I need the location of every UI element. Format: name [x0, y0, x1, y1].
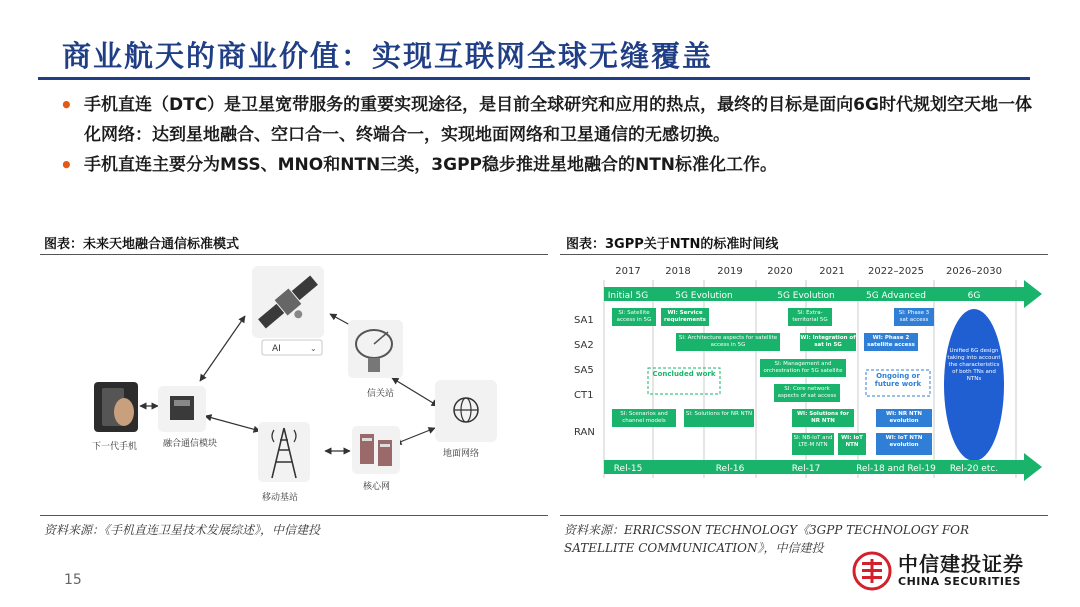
- node-label-gateway: 信关站: [367, 389, 395, 399]
- phase-label: 5G Advanced: [865, 291, 927, 301]
- year-label: 2017: [615, 266, 641, 277]
- network-diagram: [40, 256, 548, 512]
- globe-icon: [435, 380, 497, 442]
- logo-text-cn: 中信建投证券: [898, 552, 1024, 576]
- tower-icon: [258, 422, 310, 482]
- svg-text:⌄: ⌄: [310, 344, 317, 353]
- page-number: 15: [64, 572, 82, 588]
- bullet-item: • 手机直连（DTC）是卫星宽带服务的重要实现途径，是目前全球研究和应用的热点，最终的目标是面向6G时代规划空天地一体化网络：达到星地融合、空口合一、终端合一，实现地面网络和卫星通信的无感切换。: [60, 90, 1040, 150]
- ai-badge: [262, 340, 322, 355]
- bullet-list: [60, 90, 1040, 180]
- link-sat-module: [200, 316, 245, 381]
- ntn-timeline: 2017 2018 2019 2020 2021 2022–2025 2026–2030 Initial 5G 5G Evolution 5G Evolution 5G Advanced 6G SA1 SA2 SA5 CT1 RAN Unified 6G design taking into account the characteristics of both TNs and NTNs SI: Satellite access in 5G WI: Service requirements SI: Extra-territorial 5G SI: Phase 3 sat access SI: Architecture aspects for satellite access in 5G WI: Integration of sat in 5G WI: Phase 2 satellite access SI: Management and orchestration for 5G satellite SI: Core network aspects of sat access SI: Scenarios and channel models SI: Solutions for NR NTN WI: Solutions for NR NTN WI: NR NTN evolution SI: NB-IoT and LTE-M NTN WI: IoT NTN WI: IoT NTN evolution Concluded work Ongoing or future work Rel-15 Rel-16 Rel-17 Rel-18 and Rel-19 Rel-20 etc.: [560, 256, 1048, 512]
- phase-label: 5G Evolution: [777, 291, 835, 301]
- node-label-base: 移动基站: [262, 493, 299, 503]
- row-label: SA1: [574, 315, 594, 326]
- link-gateway-ground: [392, 378, 438, 406]
- node-label-ground: 地面网络: [443, 449, 480, 459]
- row-label: RAN: [574, 427, 595, 438]
- logo-emblem-icon: [852, 551, 892, 591]
- left-figure-top-rule: [40, 254, 548, 255]
- node-label-phone: 下一代手机: [92, 442, 138, 452]
- bullet-item: • 手机直连主要分为MSS、MNO和NTN三类，3GPP稳步推进星地融合的NTN标准化工作。: [60, 150, 1040, 180]
- year-label: 2022–2025: [868, 266, 924, 277]
- left-figure-bottom-rule: [40, 515, 548, 516]
- row-label: CT1: [574, 390, 594, 401]
- logo-text-en: CHINA SECURITIES: [898, 575, 1021, 588]
- phase-label: 5G Evolution: [675, 291, 733, 301]
- release-label: Rel-17: [791, 464, 821, 474]
- title-divider: [38, 77, 1030, 80]
- legend-ongoing: Ongoing or future work: [866, 370, 930, 396]
- company-logo: [850, 548, 1035, 593]
- satellite-icon: [252, 266, 327, 339]
- phone-icon: [94, 382, 138, 432]
- link-ground-core: [395, 428, 435, 444]
- link-module-base: [205, 416, 260, 431]
- server-icon: [352, 426, 400, 474]
- six-g-oval: Unified 6G design taking into account the characteristics of both TNs and NTNs: [944, 309, 1004, 461]
- release-label: Rel-16: [715, 464, 745, 474]
- legend-concluded: Concluded work: [648, 368, 720, 394]
- phase-label: 6G: [967, 291, 981, 301]
- page-title: 商业航天的商业价值：实现互联网全球无缝覆盖: [62, 39, 714, 73]
- left-figure-source: 资料来源：《手机直连卫星技术发展综述》，中信建投: [44, 523, 321, 537]
- year-label: 2019: [717, 266, 743, 277]
- year-label: 2021: [819, 266, 845, 277]
- phase-label: Initial 5G: [607, 291, 649, 301]
- release-label: Rel-20 etc.: [949, 464, 999, 474]
- release-label: Rel-18 and Rel-19: [856, 464, 936, 474]
- module-icon: [158, 386, 206, 432]
- node-label-module: 融合通信模块: [163, 439, 218, 449]
- left-figure-caption: 图表：未来天地融合通信标准模式: [44, 237, 240, 252]
- right-figure-top-rule: [560, 254, 1048, 255]
- phase-arrow: [604, 280, 1042, 308]
- row-label: SA2: [574, 340, 594, 351]
- row-label: SA5: [574, 365, 594, 376]
- year-label: 2018: [665, 266, 691, 277]
- year-label: 2026–2030: [946, 266, 1002, 277]
- year-label: 2020: [767, 266, 793, 277]
- right-figure-source: 资料来源：ERRICSSON TECHNOLOGY《3GPP TECHNOLOGY FOR SATELLITE COMMUNICATION》，中信建投: [564, 523, 970, 555]
- svg-text:AI: AI: [272, 344, 281, 354]
- right-figure-bottom-rule: [560, 515, 1048, 516]
- right-figure-caption: 图表：3GPP关于NTN的标准时间线: [566, 237, 779, 252]
- gateway-dish-icon: [348, 320, 403, 378]
- node-label-core: 核心网: [363, 482, 391, 492]
- release-label: Rel-15: [613, 464, 643, 474]
